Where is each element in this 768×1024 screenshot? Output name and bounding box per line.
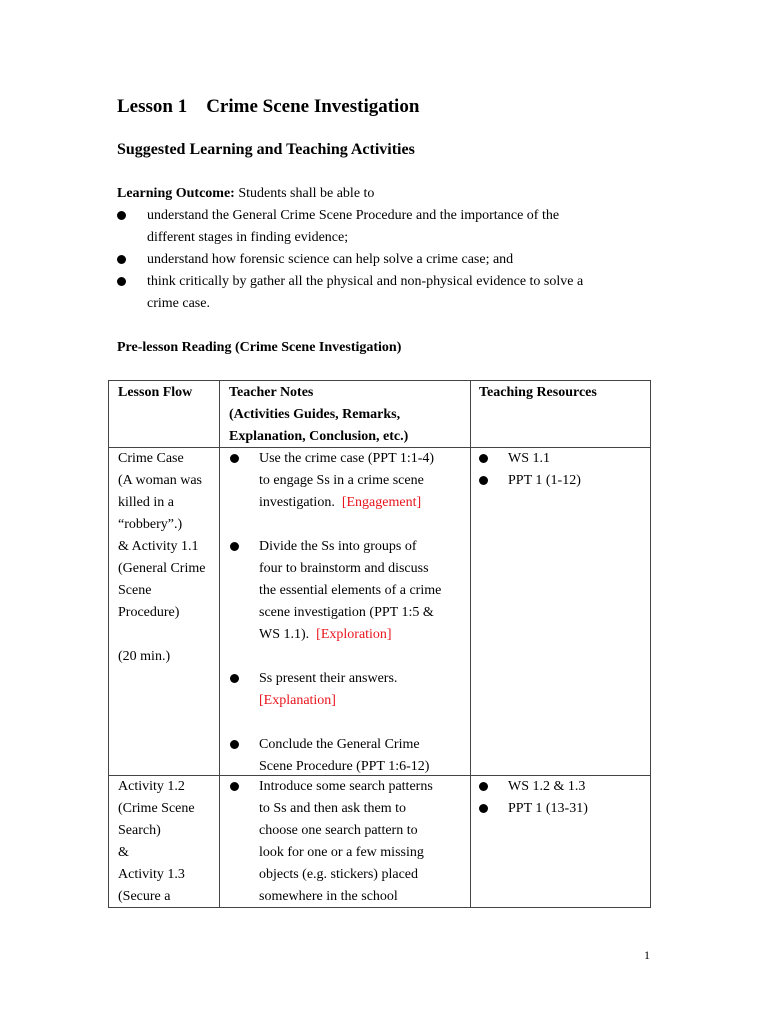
note-item — [259, 668, 441, 712]
note-line — [259, 492, 441, 514]
page-number: 1 — [644, 948, 650, 962]
outcome-line: think critically by gather all the physical and non-physical evidence to solve a — [147, 274, 584, 289]
row1-lesson-flow — [118, 448, 205, 668]
pre-lesson-reading-heading: Pre-lesson Reading (Crime Scene Investigation) — [117, 340, 402, 355]
resource-item — [508, 776, 588, 798]
flow-line: & Activity 1.1 — [118, 539, 199, 554]
bullet-dot-icon — [479, 804, 488, 813]
resource-line: PPT 1 (1-12) — [508, 473, 581, 488]
flow-line: (A woman was — [118, 473, 202, 488]
flow-line: & — [118, 845, 129, 860]
flow-line: Activity 1.2 — [118, 779, 185, 794]
bullet-dot-icon — [230, 454, 239, 463]
flow-line: “robbery”.) — [118, 517, 183, 532]
flow-line: (Crime Scene — [118, 801, 195, 816]
table-divider — [219, 381, 220, 907]
flow-line: (20 min.) — [118, 649, 171, 664]
engagement-tag: [Engagement] — [341, 495, 422, 510]
spacer — [259, 514, 441, 536]
row1-teaching-resources — [508, 448, 581, 492]
note-item — [259, 448, 441, 514]
note-text: WS 1.1). — [259, 627, 317, 642]
header-teaching-resources: Teaching Resources — [479, 385, 597, 400]
outcome-item-2 — [147, 249, 513, 271]
note-line: scene investigation (PPT 1:5 & — [259, 605, 434, 620]
flow-line: Search) — [118, 823, 161, 838]
row2-teaching-resources — [508, 776, 588, 820]
outcome-line: different stages in finding evidence; — [147, 230, 349, 245]
bullet-dot-icon — [479, 454, 488, 463]
bullet-dot-icon — [230, 542, 239, 551]
outcome-line: crime case. — [147, 296, 210, 311]
note-line: objects (e.g. stickers) placed — [259, 867, 418, 882]
note-line: to engage Ss in a crime scene — [259, 473, 424, 488]
note-line: Introduce some search patterns — [259, 779, 433, 794]
note-line: Use the crime case (PPT 1:1-4) — [259, 451, 435, 466]
note-line: look for one or a few missing — [259, 845, 424, 860]
row1-teacher-notes — [259, 448, 441, 778]
lesson-title: Lesson 1 Crime Scene Investigation — [117, 96, 420, 117]
section-subtitle: Suggested Learning and Teaching Activities — [117, 141, 415, 158]
resource-item — [508, 448, 581, 470]
flow-line: (Secure a — [118, 889, 171, 904]
flow-line: (General Crime — [118, 561, 206, 576]
note-line: Divide the Ss into groups of — [259, 539, 417, 554]
note-line: to Ss and then ask them to — [259, 801, 406, 816]
flow-line: Scene — [118, 583, 152, 598]
note-line: Conclude the General Crime — [259, 737, 420, 752]
bullet-dot-icon — [230, 674, 239, 683]
note-line: choose one search pattern to — [259, 823, 418, 838]
spacer — [259, 646, 441, 668]
header-lesson-flow: Lesson Flow — [118, 385, 193, 400]
header-line: Teacher Notes — [229, 385, 314, 400]
bullet-dot-icon — [479, 782, 488, 791]
bullet-dot-icon — [117, 211, 126, 220]
note-line: Scene Procedure (PPT 1:6-12) — [259, 759, 430, 774]
lesson-table — [108, 380, 651, 908]
note-line: the essential elements of a crime — [259, 583, 442, 598]
note-line — [259, 624, 441, 646]
resource-line: WS 1.1 — [508, 451, 550, 466]
note-line: four to brainstorm and discuss — [259, 561, 429, 576]
resource-line: WS 1.2 & 1.3 — [508, 779, 586, 794]
row2-lesson-flow — [118, 776, 195, 908]
table-divider — [470, 381, 471, 907]
note-line: Ss present their answers. — [259, 671, 398, 686]
note-item — [259, 536, 441, 646]
learning-outcome-text: Students shall be able to — [234, 186, 375, 201]
flow-line: Activity 1.3 — [118, 867, 185, 882]
outcome-item-1 — [147, 205, 559, 249]
learning-outcome-label: Learning Outcome: — [117, 186, 235, 201]
note-text: investigation. — [259, 495, 342, 510]
resource-line: PPT 1 (13-31) — [508, 801, 588, 816]
flow-line: Procedure) — [118, 605, 180, 620]
exploration-tag: [Exploration] — [316, 627, 392, 642]
bullet-dot-icon — [117, 255, 126, 264]
resource-item — [508, 470, 581, 492]
note-item — [259, 776, 433, 908]
flow-line: killed in a — [118, 495, 174, 510]
bullet-dot-icon — [230, 782, 239, 791]
note-item — [259, 734, 441, 778]
header-teacher-notes — [229, 382, 408, 448]
row2-teacher-notes — [259, 776, 433, 908]
outcome-line: understand how forensic science can help solve a crime case; and — [147, 252, 514, 267]
spacer — [259, 712, 441, 734]
flow-line: Crime Case — [118, 451, 184, 466]
flow-line — [118, 624, 205, 646]
header-line: Explanation, Conclusion, etc.) — [229, 429, 409, 444]
header-line: (Activities Guides, Remarks, — [229, 407, 401, 422]
note-line: somewhere in the school — [259, 889, 398, 904]
bullet-dot-icon — [479, 476, 488, 485]
outcome-line: understand the General Crime Scene Procedure and the importance of the — [147, 208, 560, 223]
bullet-dot-icon — [230, 740, 239, 749]
learning-outcome-intro — [117, 183, 374, 205]
resource-item — [508, 798, 588, 820]
explanation-tag: [Explanation] — [259, 693, 336, 708]
outcome-item-3 — [147, 271, 583, 315]
bullet-dot-icon — [117, 277, 126, 286]
